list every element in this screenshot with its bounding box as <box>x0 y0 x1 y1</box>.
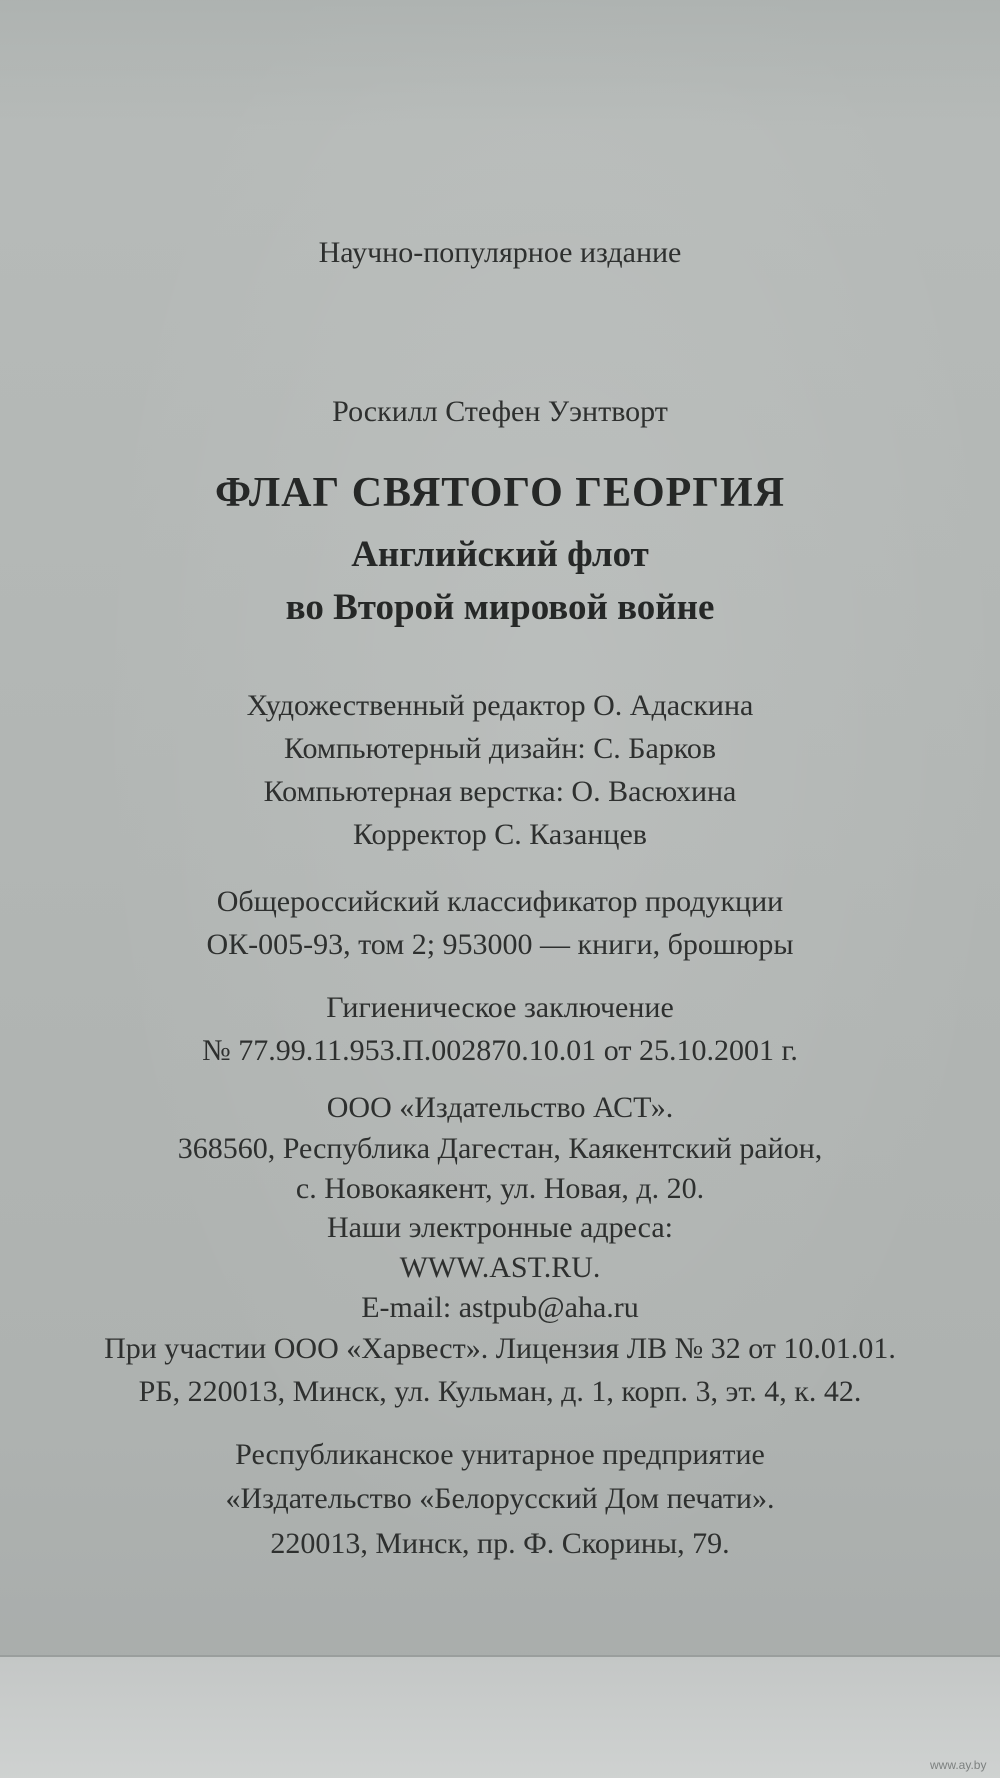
book-title: ФЛАГ СВЯТОГО ГЕОРГИЯ <box>214 470 786 516</box>
next-page-edge <box>0 1655 1000 1778</box>
classifier-line-2: ОК-005-93, том 2; 953000 — книги, брошюры <box>206 928 794 961</box>
printer-line-2: «Издательство «Белорусский Дом печати». <box>225 1482 775 1515</box>
publisher-line-3: с. Новокаякент, ул. Новая, д. 20. <box>295 1172 705 1205</box>
publisher-website: WWW.AST.RU. <box>399 1251 601 1284</box>
classifier-line-1: Общероссийский классификатор продукции <box>216 885 784 918</box>
edition-type: Научно-популярное издание <box>318 236 682 269</box>
credit-design: Компьютерный дизайн: С. Барков <box>283 732 717 765</box>
bleed-through-area <box>0 0 1000 130</box>
printer-line-1: Республиканское унитарное предприятие <box>235 1438 765 1471</box>
printer-line-3: 220013, Минск, пр. Ф. Скорины, 79. <box>270 1527 730 1560</box>
site-watermark: www.ay.by <box>930 1758 987 1772</box>
publisher-line-2: 368560, Республика Дагестан, Каякентский район, <box>177 1132 823 1165</box>
publisher-email: E-mail: astpub@aha.ru <box>361 1291 639 1324</box>
credit-layout: Компьютерная верстка: О. Васюхина <box>263 775 737 808</box>
credit-proofreader: Корректор С. Казанцев <box>353 818 647 851</box>
partner-line-1: При участии ООО «Харвест». Лицензия ЛВ № 32 от 10.01.01. <box>104 1332 896 1365</box>
hygiene-line-1: Гигиеническое заключение <box>326 991 674 1024</box>
partner-line-2: РБ, 220013, Минск, ул. Кульман, д. 1, корп. 3, эт. 4, к. 42. <box>138 1375 862 1408</box>
hygiene-line-2: № 77.99.11.953.П.002870.10.01 от 25.10.2001 г. <box>202 1034 798 1067</box>
publisher-line-1: ООО «Издательство АСТ». <box>326 1091 674 1124</box>
author-name: Роскилл Стефен Уэнтворт <box>332 395 668 428</box>
subtitle-line-1: Английский флот <box>351 534 649 575</box>
publisher-line-4: Наши электронные адреса: <box>327 1211 673 1244</box>
credit-art-editor: Художественный редактор О. Адаскина <box>246 689 754 722</box>
subtitle-line-2: во Второй мировой войне <box>285 587 715 628</box>
